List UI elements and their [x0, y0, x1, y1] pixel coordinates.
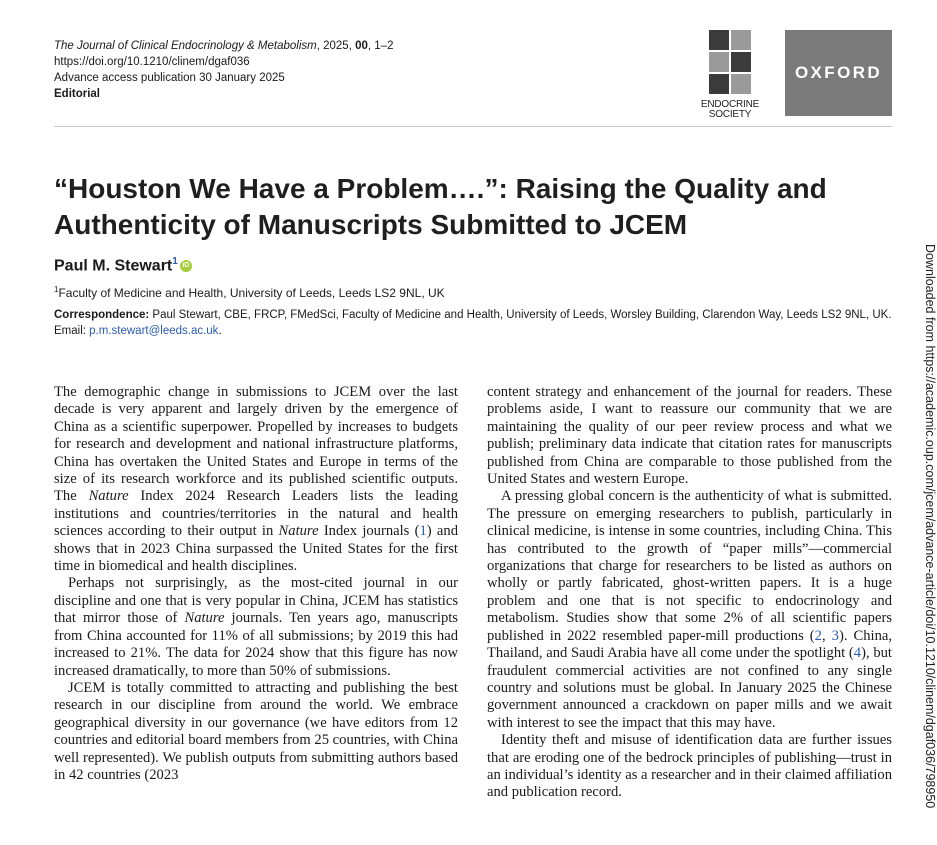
society-name-line1: ENDOCRINE — [700, 99, 760, 110]
citation-year: , 2025, — [316, 40, 356, 52]
paragraph-6: Identity theft and misuse of identification data are further issues that are eroding one of the bedrock principles of publishing—trust in an individual’s identity as a researcher and in their claimed affiliation and publication record. — [487, 732, 892, 801]
affiliation — [54, 285, 445, 300]
citation-pages: , 1–2 — [367, 40, 394, 52]
author-affiliation-marker[interactable]: 1 — [172, 256, 178, 267]
correspondence-end: . — [218, 325, 222, 337]
section-label: Editorial — [54, 88, 101, 100]
nature-italic: Nature — [88, 488, 129, 505]
paragraph-3: JCEM is totally committed to attracting and publishing the best research in our discipline from around the world. We embrace geographical diversity in our governance (we have editors from 12 countries and editorial board members from 25 countries, with China well represented). We publish outputs from submitting authors based in 42 countries (2023 — [54, 679, 458, 783]
correspondence-label: Correspondence: — [54, 309, 150, 321]
journal-citation — [54, 38, 393, 54]
orcid-icon[interactable]: iD — [180, 260, 192, 272]
nature-italic: Nature — [278, 523, 319, 540]
society-name-line2: SOCIETY — [708, 109, 752, 120]
reference-link-3[interactable]: 3 — [831, 627, 839, 644]
oxford-logo[interactable] — [785, 30, 892, 116]
doi-link[interactable]: https://doi.org/10.1210/clinem/dgaf036 — [54, 56, 250, 68]
correspondence — [54, 307, 899, 339]
reference-link-1[interactable]: 1 — [419, 523, 427, 540]
paragraph-2: Perhaps not surprisingly, as the most-cited journal in our discipline and one that is very popular in China, JCEM has statistics that mirror those of Nature journals. Ten years ago, manuscripts from China accounted for 11% of all submissions; by 2019 this had increased to 21%. The data for 2024 show that this figure has now increased dramatically, to more than 50% of submissions. — [54, 575, 458, 679]
paragraph-1: The demographic change in submissions to JCEM over the last decade is very apparent and largely driven by the emergence of China as a scientific superpower. Propelled by increases to budgets for research and development and national infrastructure platforms, China has overtaken the United States and Europe in terms of the size of its research workforce and its published scientific outputs. The Nature Index 2024 Research Leaders lists the leading institutions and countries/territories in the natural and health sciences according to their output in Nature Index journals (1) and shows that in 2023 China surpassed the United States for the first time in biomedical and health disciplines. — [54, 384, 458, 575]
endocrine-society-logo[interactable] — [690, 30, 770, 125]
download-watermark: Downloaded from https://academic.oup.com/jcem/advance-article/doi/10.1210/clinem/dgaf036/798950 — [923, 244, 937, 809]
citation-volume: 00 — [355, 40, 368, 52]
correspondence-text: Paul Stewart, CBE, FRCP, FMedSci, Faculty of Medicine and Health, University of Leeds, Worsley Building, Clarendon Way, Leeds LS2 9NL, UK. Email: — [54, 309, 892, 337]
article-title: “Houston We Have a Problem….”: Raising the Quality and Authenticity of Manuscripts Submitted to JCEM — [54, 173, 827, 240]
journal-name: The Journal of Clinical Endocrinology & Metabolism — [54, 40, 317, 52]
article-metadata — [54, 38, 393, 102]
affiliation-text: Faculty of Medicine and Health, University of Leeds, Leeds LS2 9NL, UK — [58, 286, 445, 300]
reference-link-2[interactable]: 2 — [814, 627, 822, 644]
author-line — [54, 256, 192, 275]
body-column-right — [487, 384, 892, 802]
nature-italic: Nature — [184, 610, 225, 627]
affiliation-number: 1 — [54, 285, 59, 294]
reference-link-4[interactable]: 4 — [853, 645, 862, 662]
author-name[interactable]: Paul M. Stewart — [54, 257, 173, 275]
paragraph-5: A pressing global concern is the authenticity of what is submitted. The pressure on emerging researchers to publish, particularly in clinical medicine, is intense in some countries, including China. This has contributed to the growth of “paper mills”—commercial organizations that charge for researchers to be listed as authors on wholly or partly fabricated, ghost-written papers. It is a huge problem and one that is not specific to endocrinology and metabolism. Studies show that some 2% of all scientific papers published in 2022 resembled paper-mill productions (2, 3). China, Thailand, and Saudi Arabia have all come under the spotlight (4), but fraudulent commercial activities are not confined to any single country and solutions must be global. In January 2025 the Chinese government announced a crackdown on paper mills and we await with interest to see the impact that this may have. — [487, 488, 892, 731]
correspondence-email-link[interactable]: p.m.stewart@leeds.ac.uk — [89, 325, 219, 337]
endocrine-society-icon — [709, 30, 751, 96]
header-divider — [54, 126, 892, 127]
paragraph-4: content strategy and enhancement of the journal for readers. These problems aside, I want to reassure our community that we are maintaining the quality of our peer review process and what we publish; preliminary data indicate that citation rates for manuscripts published from China are comparable to those published from the United States and western Europe. — [487, 384, 892, 488]
advance-access-date: Advance access publication 30 January 2025 — [54, 72, 285, 84]
body-column-left — [54, 384, 458, 784]
publisher-name: OXFORD — [794, 63, 883, 82]
